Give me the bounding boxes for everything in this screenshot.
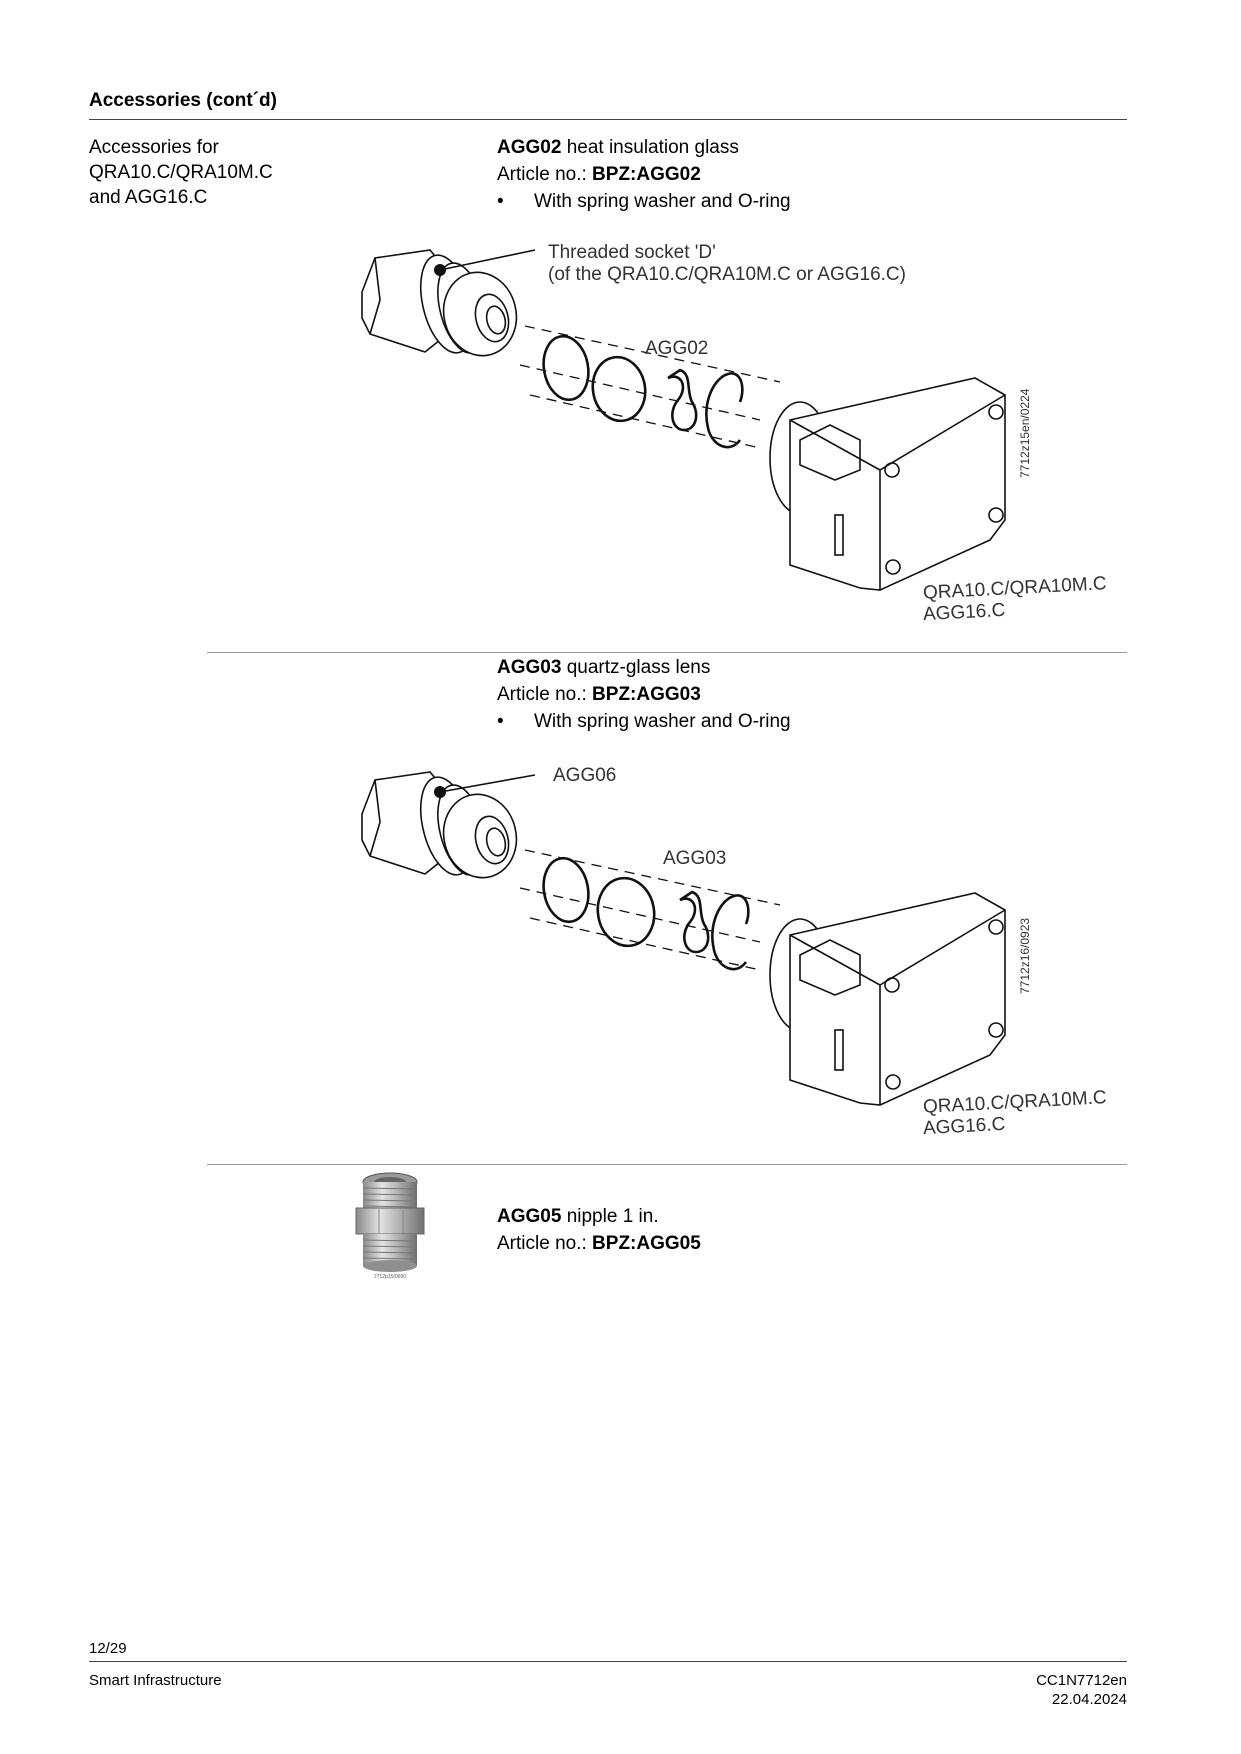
item-desc: heat insulation glass [561,137,739,158]
article-prefix: Article no.: [497,1233,593,1254]
item-desc: nipple 1 in. [561,1206,659,1227]
item-code: AGG02 [497,137,562,158]
socket-label: AGG06 [553,765,617,786]
photo-code: 7712p15/0690 [374,1274,406,1280]
o-ring-wavy [680,892,708,952]
page-number: 12/29 [89,1640,127,1657]
item-article [497,1230,701,1257]
sidebar-line: QRA10.C/QRA10M.C [89,162,273,183]
device-label-sub: AGG16.C [922,1113,1006,1140]
figure-code: 7712z16/0923 [1018,917,1032,994]
article-number: BPZ:AGG03 [592,684,701,705]
bullet-text: With spring washer and O-ring [534,711,791,732]
nipple-photo [343,1170,443,1285]
item-title [497,1203,701,1230]
part-label: AGG02 [645,338,709,359]
flame-detector-housing [770,893,1005,1105]
article-number: BPZ:AGG05 [592,1233,701,1254]
sidebar-line: Accessories for [89,137,219,158]
bullet-dot: • [497,711,504,732]
bullet-dot: • [497,191,504,212]
spring-clip [712,895,748,969]
spring-washer-ring [539,855,593,926]
separator [207,1164,1127,1165]
article-prefix: Article no.: [497,164,593,185]
threaded-socket [362,772,525,886]
footer-date: 22.04.2024 [1051,1691,1127,1708]
article-prefix: Article no.: [497,684,593,705]
footer-rule [89,1661,1127,1662]
item-code: AGG03 [497,657,562,678]
item-agg05 [497,1203,701,1257]
footer-company: Smart Infrastructure [89,1672,222,1689]
bullet-text: With spring washer and O-ring [534,191,791,212]
section-heading: Accessories (cont´d) [89,90,277,111]
footer-doc-id: CC1N7712en [1036,1672,1127,1689]
device-label: QRA10.C/QRA10M.C [922,1087,1108,1118]
device-label-sub: AGG16.C [922,599,1006,626]
socket-label: Threaded socket 'D' [548,242,716,263]
item-desc: quartz-glass lens [561,657,711,678]
figure-code: 7712z15en/0224 [1018,388,1032,478]
device-label: QRA10.C/QRA10M.C [922,573,1108,604]
leader-line [440,775,535,792]
socket-label-sub: (of the QRA10.C/QRA10M.C or AGG16.C) [548,264,906,285]
item-code: AGG05 [497,1206,562,1227]
sidebar-line: and AGG16.C [89,187,208,208]
part-label: AGG03 [663,848,727,869]
article-number: BPZ:AGG02 [592,164,701,185]
